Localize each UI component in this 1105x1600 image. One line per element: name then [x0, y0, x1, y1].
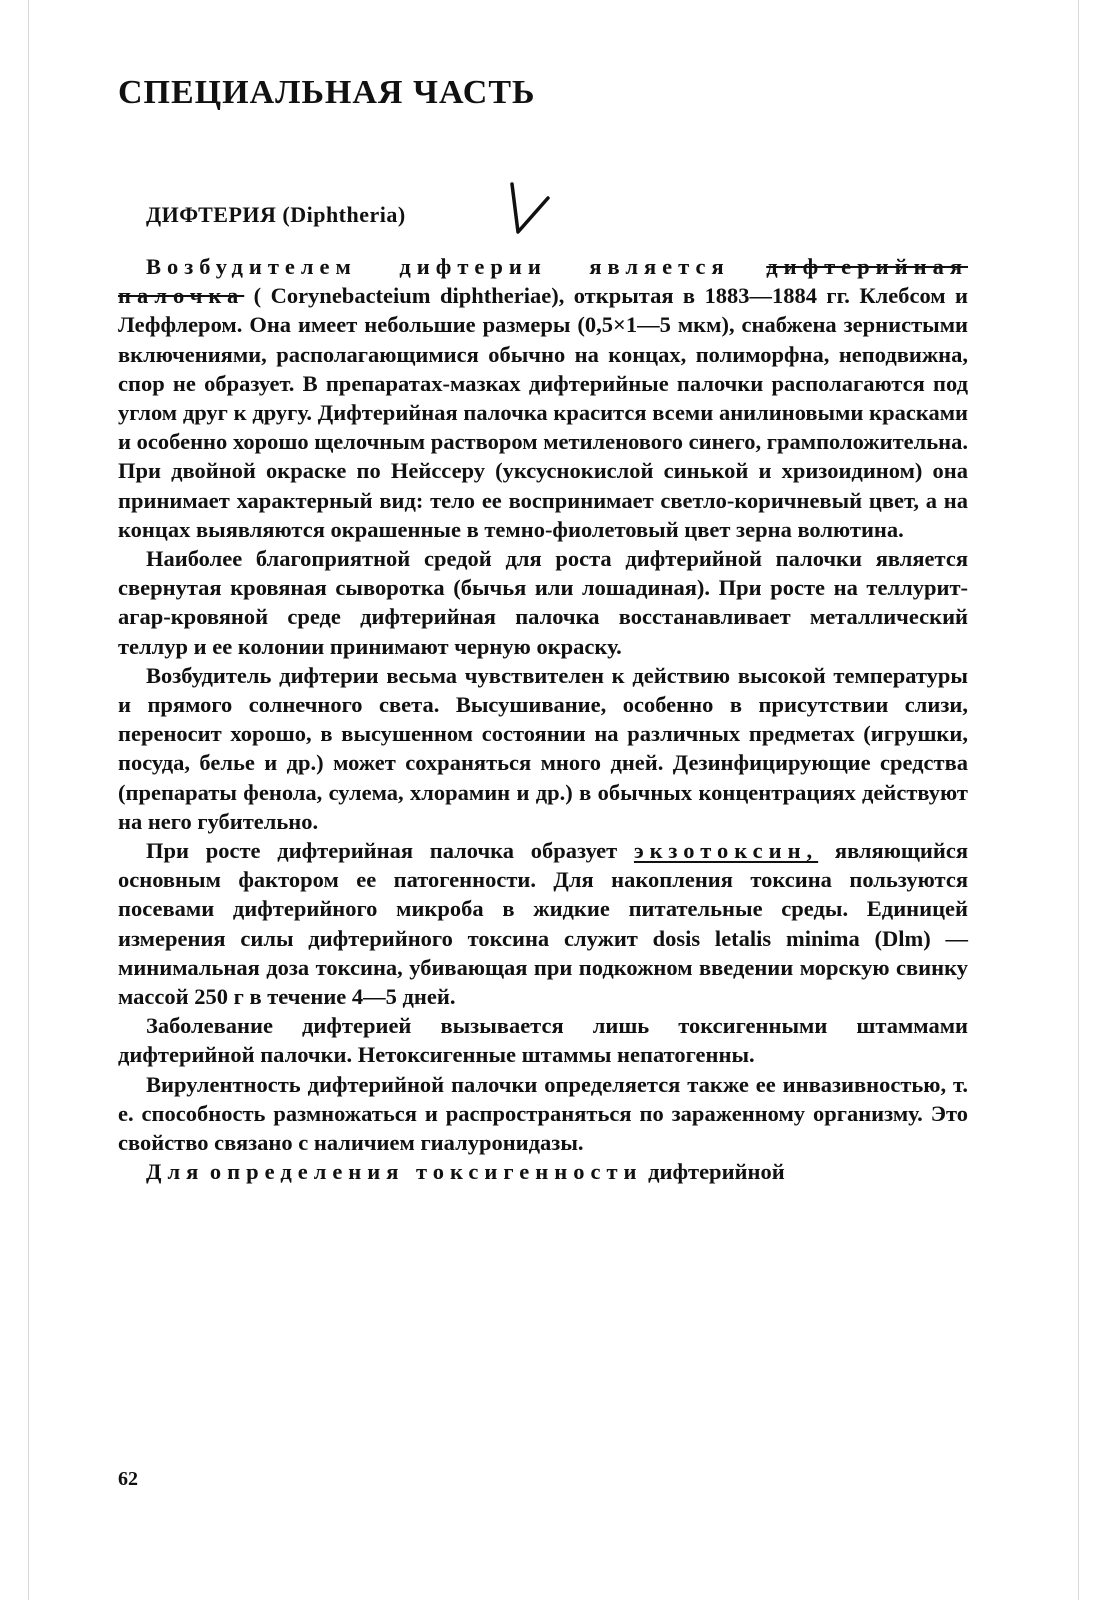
- page-number: 62: [118, 1468, 138, 1490]
- paragraph-3: Возбудитель дифтерии весьма чувствителен к действию высокой температуры и прямого солнечного света. Высушивание, особенно в присутствии слизи, переносит хорошо, в высушенном состоянии на различных предметах (игрушки, посуда, белье и др.) может сохраняться много дней. Дезинфицирующие средства (препараты фенола, сулема, хлорамин и др.) в обычных концентрациях действуют на него губительно.: [118, 662, 968, 834]
- paragraph-7: [118, 1157, 968, 1186]
- paragraph-4-lead: При росте дифтерийная палочка образует: [146, 838, 618, 864]
- paragraph-1-body: ( Corynebacteium diphtheriae), открытая в 1883—1884 гг. Клебсом и Леффлером. Она имеет небольшие размеры (0,5×1—5 мкм), снабжена зернистыми включениями, располагающимися обычно на концах, полиморфна, неподвижна, спор не образует. В препаратах-мазках дифтерийные палочки располагаются под углом друг к другу. Дифтерийная палочка красится всеми анилиновыми красками и особенно хорошо щелочным раствором метиленового синего, грамположительна. При двойной окраске по Нейссеру (уксуснокислой синькой и хризоидином) она принимает характерный вид: тело ее воспринимает светло-коричневый цвет, а на концах выявляются окрашенные в темно-фиолетовый цвет зерна волютина.: [118, 283, 968, 542]
- paragraph-7-tail: дифтерийной: [648, 1159, 785, 1185]
- handwritten-checkmark-icon: [508, 180, 552, 238]
- paragraph-1-struck-term: дифтерийная палочка: [118, 254, 968, 309]
- paragraph-7-term: определения токсигенности: [209, 1159, 643, 1185]
- paragraph-1-lead: Возбудителем дифтерии является: [146, 254, 730, 279]
- paragraph-6: Вирулентность дифтерийной палочки определяется также ее инвазивностью, т. е. способность размножаться и распространяться по зараженному организму. Это свойство связано с наличием гиалуронидазы.: [118, 1071, 968, 1156]
- paragraph-5: Заболевание дифтерией вызывается лишь токсигенными штаммами дифтерийной палочки. Нетоксигенные штаммы непатогенны.: [118, 1013, 968, 1068]
- paragraph-4-term: экзотоксин,: [633, 838, 819, 864]
- paragraph-4-body: являющийся основным фактором ее патогенности. Для накопления токсина пользуются посевами дифтерийного микроба в жидкие питательные среды. Единицей измерения силы дифтерийного токсина служит dosis letalis minima (Dlm) — минимальная доза токсина, убивающая при подкожном введении морскую свинку массой 250 г в течение 4—5 дней.: [118, 838, 969, 1010]
- paragraph-2: Наиболее благоприятной средой для роста дифтерийной палочки является свернутая кровяная сыворотка (бычья или лошадиная). При росте на теллурит-агар-кровяной среде дифтерийная палочка восстанавливает металлический теллур и ее колонии принимают черную окраску.: [118, 546, 968, 659]
- page-right-edge: [1078, 0, 1079, 1600]
- section-title: СПЕЦИАЛЬНАЯ ЧАСТЬ: [118, 74, 536, 111]
- article-body: [118, 252, 968, 1187]
- paragraph-7-lead: Для: [146, 1159, 205, 1185]
- chapter-heading: ДИФТЕРИЯ (Diphtheria): [146, 202, 406, 227]
- paragraph-1: [118, 252, 968, 544]
- page-left-edge: [28, 0, 29, 1600]
- paragraph-4: [118, 836, 968, 1011]
